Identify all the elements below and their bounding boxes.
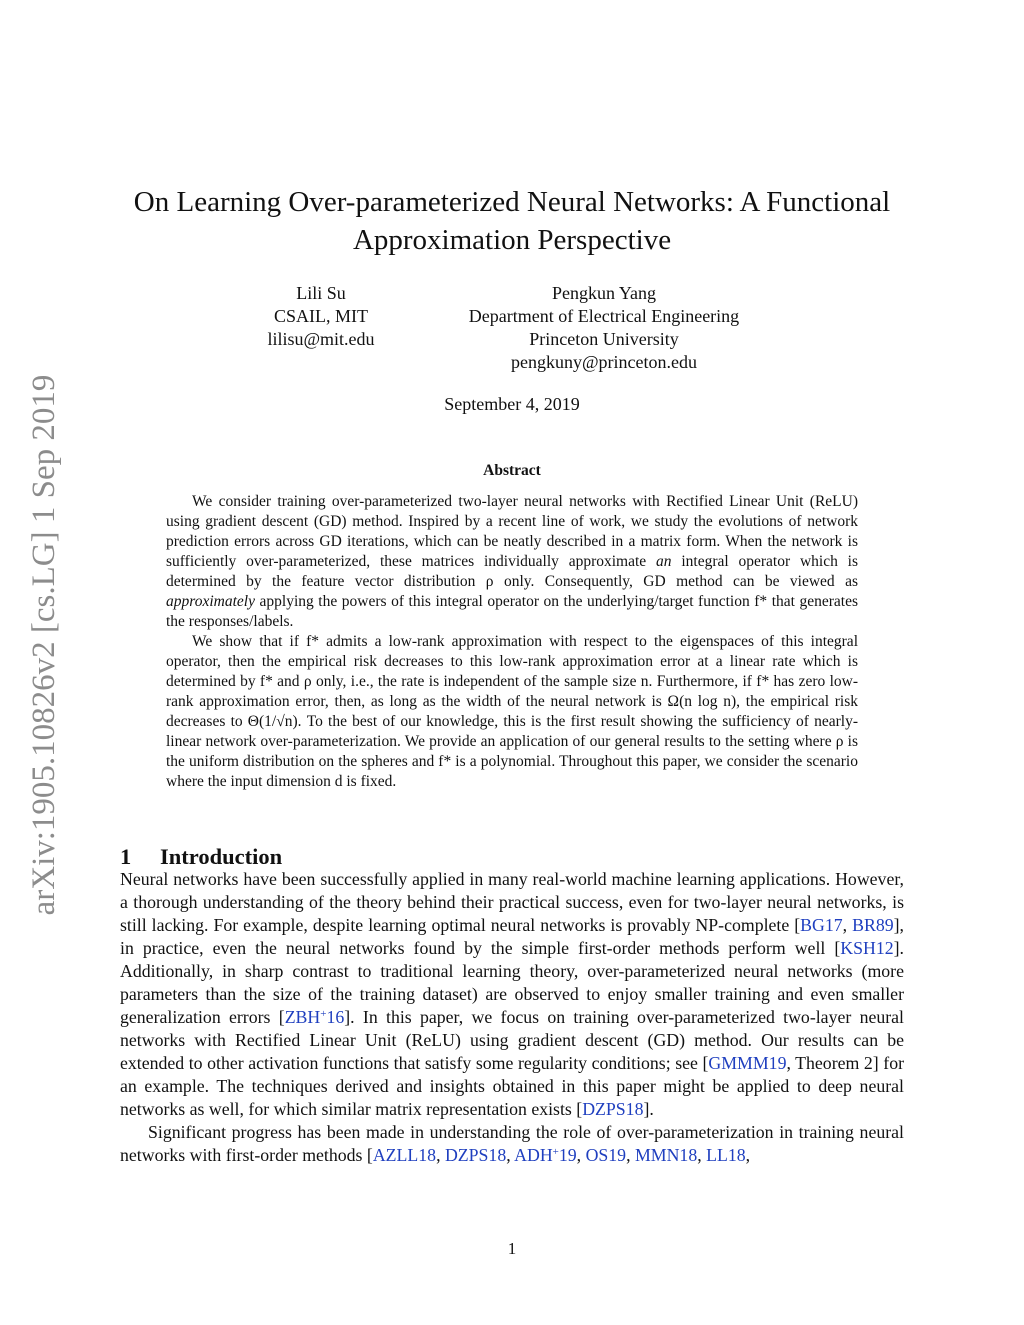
citation-link[interactable]: AZLL18 [372, 1145, 437, 1165]
section-title: Introduction [160, 844, 283, 869]
author-affiliation: Princeton University [529, 329, 679, 349]
abstract-paragraph: We consider training over-parameterized two-layer neural networks with Rectified Linear Unit (ReLU) using gradient descent (GD) method. Inspired by a recent line of work, we study the evolutions of network prediction errors across GD iterations, which can be neatly described in a matrix form. When the network is sufficiently over-parameterized, these matrices individually approximate an integral operator which is determined by the feature vector distribution ρ only. Consequently, GD method can be viewed as approximately applying the powers of this integral operator on the underlying/target function f* that generates the responses/labels. [166, 493, 858, 630]
citation-link[interactable]: BR89 [852, 915, 894, 935]
citation-link[interactable]: GMMM19 [708, 1053, 787, 1073]
citation-link[interactable]: DZPS18 [582, 1099, 644, 1119]
author-affiliation: CSAIL, MIT [274, 306, 368, 326]
author-name: Lili Su [296, 283, 346, 303]
paper-title: On Learning Over-parameterized Neural Networks: A Functional Approximation Perspective [133, 186, 891, 256]
author-email[interactable]: lilisu@mit.edu [267, 329, 375, 349]
citation-link[interactable]: KSH12 [840, 938, 894, 958]
section-heading [120, 843, 282, 871]
citation-link[interactable]: ZBH+16 [284, 1007, 345, 1027]
section-number: 1 [120, 844, 132, 869]
author-block-1 [241, 282, 401, 351]
body-paragraph: Neural networks have been successfully applied in many real-world machine learning applications. However, a thorough understanding of the theory behind their practical success, even for two-layer neural networks, is still lacking. For example, despite learning optimal neural networks is provably NP-complete [BG17, BR89], in practice, even the neural networks found by the simple first-order methods perform well [KSH12]. Additionally, in sharp contrast to traditional learning theory, over-parameterized neural networks (more parameters than the size of the training dataset) are observed to enjoy smaller training and even smaller generalization errors [ZBH+16]. In this paper, we focus on training over-parameterized two-layer neural networks with Rectified Linear Unit (ReLU) using gradient descent (GD) method. Our results can be extended to other activation functions that satisfy some regularity conditions; see [GMMM19, Theorem 2] for an example. The techniques derived and insights obtained in this paper might be applied to deep neural networks as well, for which similar matrix representation exists [DZPS18]. [120, 869, 905, 1119]
introduction-body [120, 868, 904, 1167]
arxiv-identifier: arXiv:1905.10826v2 [cs.LG] 1 Sep 2019 [26, 374, 62, 916]
abstract-body [166, 492, 858, 792]
citation-link[interactable]: DZPS18 [444, 1145, 507, 1165]
body-paragraph: Significant progress has been made in understanding the role of over-parameterization in training neural networks with first-order methods [AZLL18, DZPS18, ADH+19, OS19, MMN18, LL18, [120, 1122, 904, 1165]
author-affiliation: Department of Electrical Engineering [468, 306, 740, 326]
citation-link[interactable]: LL18 [706, 1145, 746, 1165]
author-email[interactable]: pengkuny@princeton.edu [510, 352, 698, 372]
citation-link[interactable]: OS19 [585, 1145, 627, 1165]
abstract-paragraph: We show that if f* admits a low-rank approximation with respect to the eigenspaces of this integral operator, then the empirical risk decreases to this low-rank approximation error at a linear rate which is determined by f* and ρ only, i.e., the rate is independent of the sample size n. Furthermore, if f* has zero low-rank approximation error, then, as long as the width of the neural network is Ω(n log n), the empirical risk decreases to Θ(1/√n). To the best of our knowledge, this is the first result showing the sufficiency of nearly-linear network over-parameterization. We provide an application of our general results to the setting where ρ is the uniform distribution on the spheres and f* is a polynomial. Throughout this paper, we consider the scenario where the input dimension d is fixed. [166, 633, 858, 790]
citation-link[interactable]: MMN18 [634, 1145, 698, 1165]
author-block-2 [434, 282, 774, 374]
author-name: Pengkun Yang [551, 283, 657, 303]
citation-link[interactable]: BG17 [800, 915, 843, 935]
citation-link[interactable]: ADH+19 [514, 1145, 577, 1165]
page-number: 1 [507, 1239, 517, 1258]
abstract-heading: Abstract [483, 462, 541, 479]
paper-date: September 4, 2019 [444, 394, 580, 414]
